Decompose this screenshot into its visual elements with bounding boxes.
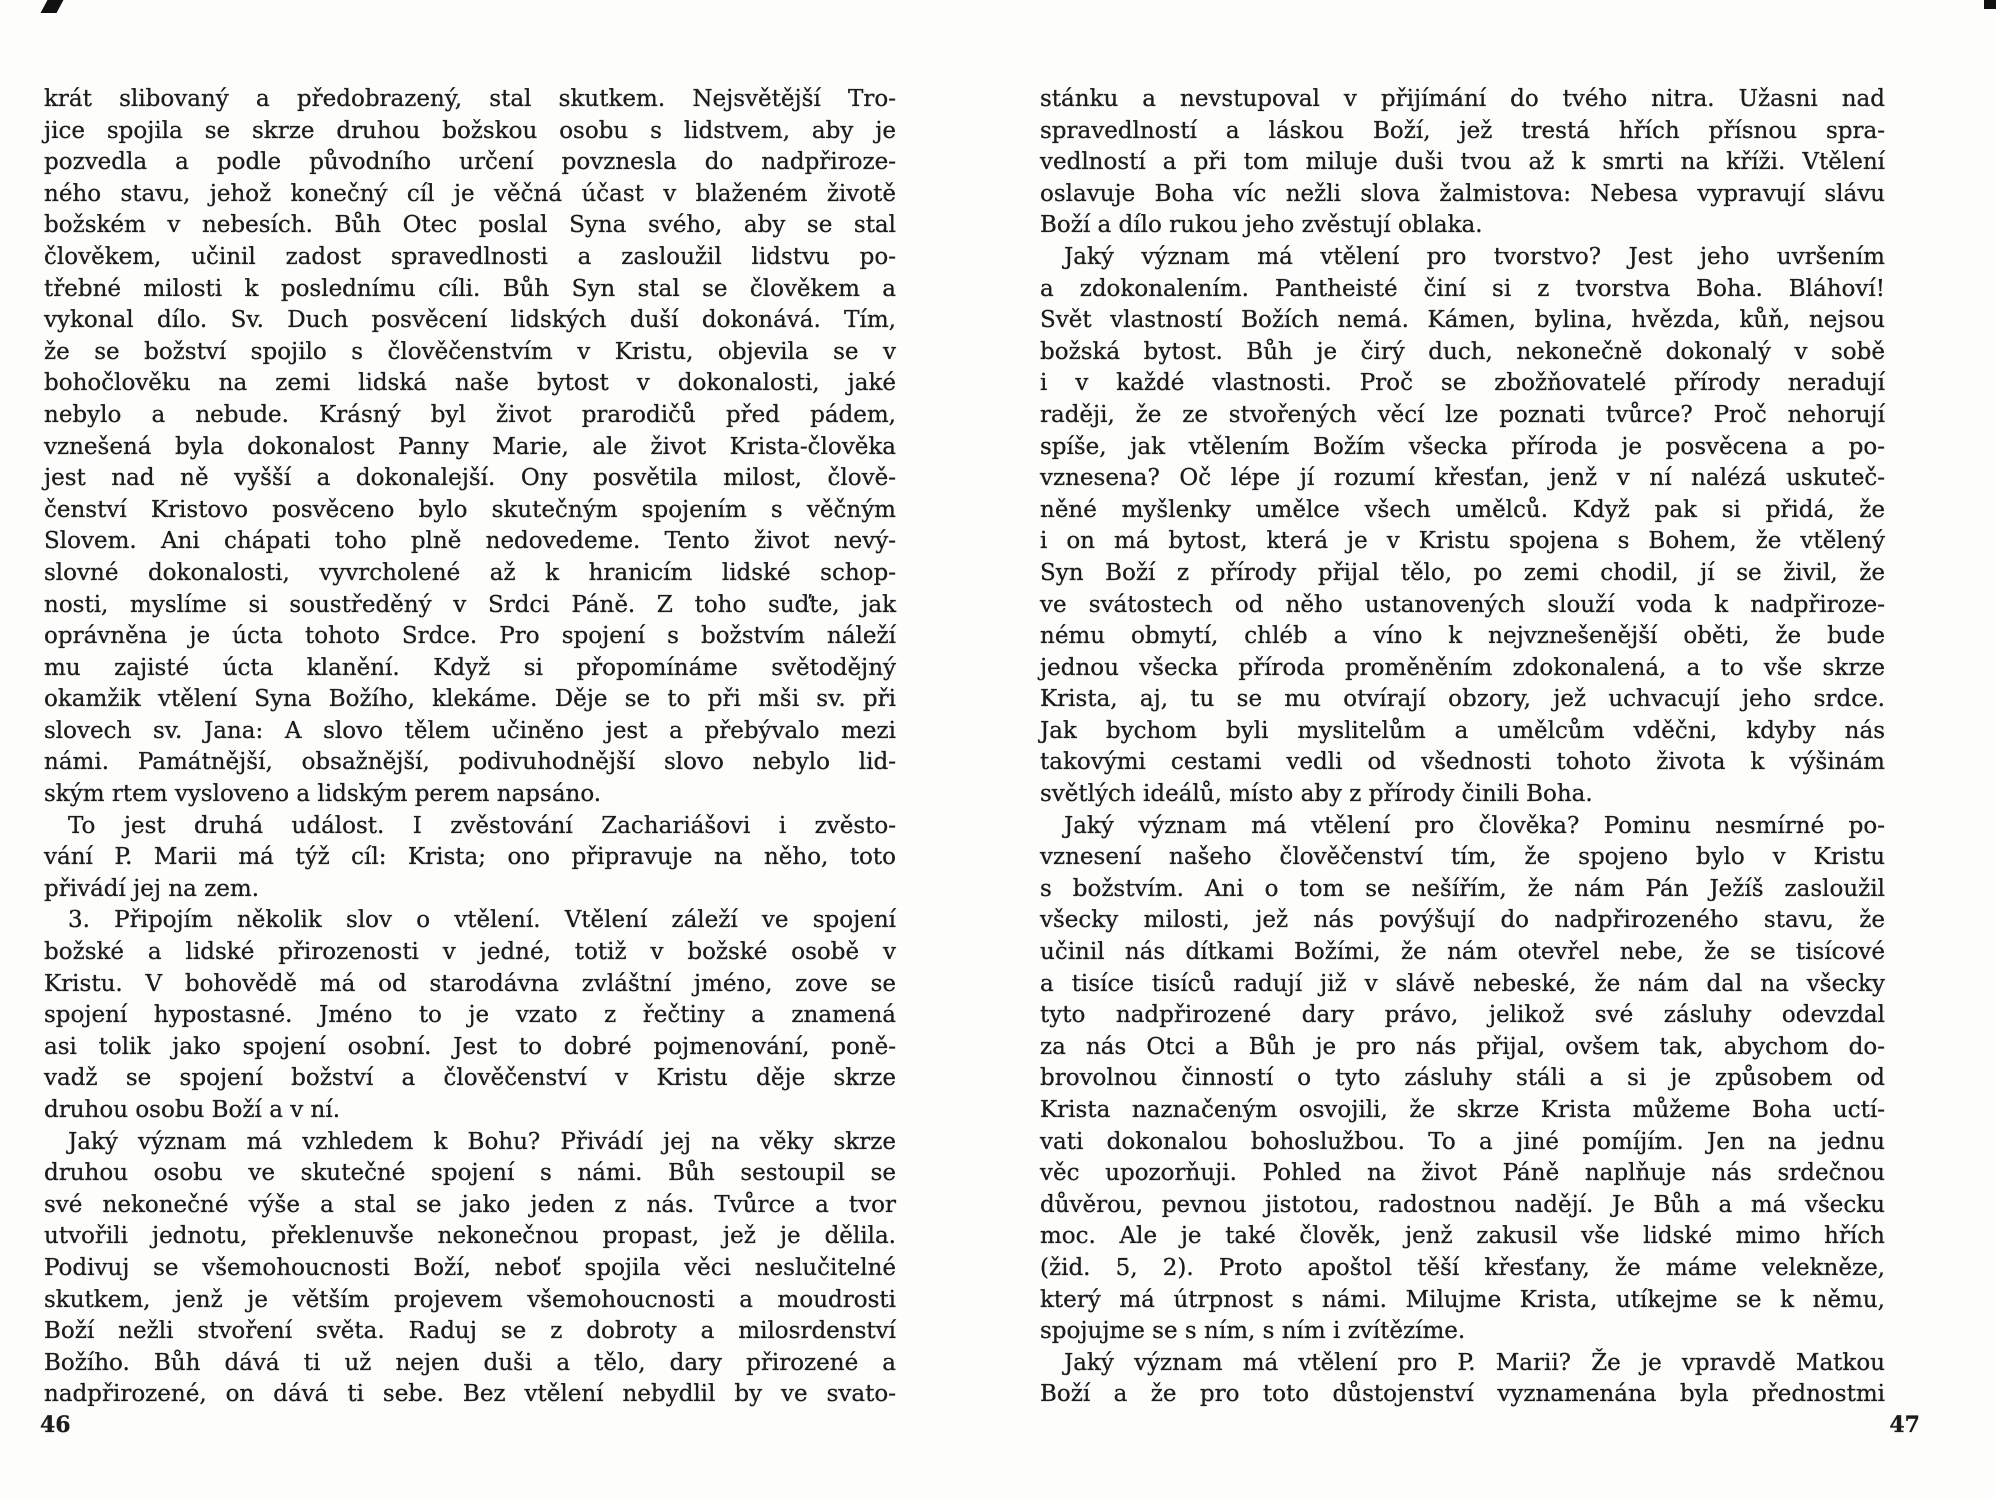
- text-line: všecky milosti, jež nás povýšují do nadpřirozeného stavu, že: [1040, 907, 1885, 934]
- text-line: 3. Připojím několik slov o vtělení. Vtělení záleží ve spojení: [68, 907, 896, 934]
- text-line: spojujme se s ním, s ním i zvítězíme.: [1040, 1318, 1466, 1345]
- text-line: vznesena? Oč lépe jí rozumí křesťan, jenž v ní nalézá uskuteč-: [1040, 465, 1885, 492]
- text-line: brovolnou činností o tyto zásluhy stáli a si je způsobem od: [1040, 1065, 1885, 1092]
- text-line: božská bytost. Bůh je čirý duch, nekonečně dokonalý v sobě: [1040, 338, 1885, 365]
- text-line: vznešená byla dokonalost Panny Marie, ale život Krista-člověka: [44, 433, 896, 460]
- text-line: Božího. Bůh dává ti už nejen duši a tělo, dary přirozené a: [44, 1349, 896, 1376]
- text-line: vykonal dílo. Sv. Duch posvěcení lidských duší dokonává. Tím,: [44, 307, 896, 334]
- text-line: ským rtem vysloveno a lidským perem napsáno.: [44, 781, 602, 808]
- text-line: světlých ideálů, místo aby z přírody činili Boha.: [1040, 781, 1593, 808]
- text-line: věc upozorňuji. Pohled na život Páně naplňuje nás srdečnou: [1040, 1160, 1885, 1187]
- text-line: utvořili jednotu, překlenuvše nekonečnou propast, jež je dělila.: [44, 1223, 896, 1250]
- text-line: Jaký význam má vtělení pro tvorstvo? Jest jeho uvršením: [1064, 243, 1885, 270]
- text-line: oprávněna je úcta tohoto Srdce. Pro spojení s božstvím náleží: [44, 623, 896, 650]
- text-line: spravedlností a láskou Boží, jež trestá hřích přísnou spra-: [1040, 117, 1885, 144]
- text-line: své nekonečné výše a stal se jako jeden z nás. Tvůrce a tvor: [44, 1191, 896, 1218]
- page-number-left: 46: [40, 1412, 71, 1438]
- text-line: vznesení našeho člověčenství tím, že spojeno bylo v Kristu: [1040, 844, 1885, 871]
- text-line: Jak bychom byli myslitelům a umělcům vděčni, kdyby nás: [1040, 717, 1885, 744]
- text-line: člověkem, učinil zadost spravedlnosti a zasloužil lidstvu po-: [44, 243, 896, 270]
- text-line: nosti, myslíme si soustředěný v Srdci Páně. Z toho suďte, jak: [44, 591, 896, 618]
- text-line: a tisíce tisíců radují již v slávě nebeské, že nám dal na všecky: [1040, 970, 1885, 997]
- text-line: vedlností a při tom miluje duši tvou až k smrti na kříži. Vtělení: [1040, 149, 1885, 176]
- text-line: i on má bytost, která je v Kristu spojena s Bohem, že vtělený: [1040, 528, 1885, 555]
- text-line: Boží a že pro toto důstojenství vyznamenána byla přednostmi: [1040, 1381, 1885, 1408]
- page-right-text-column: [1040, 84, 1885, 1411]
- text-line: za nás Otci a Bůh je pro nás přijal, ovšem tak, abychom do-: [1040, 1033, 1885, 1060]
- text-line: který má útrpnost s námi. Milujme Krista, utíkejme se k němu,: [1040, 1286, 1885, 1313]
- text-line: božském v nebesích. Bůh Otec poslal Syna svého, aby se stal: [44, 212, 896, 239]
- text-line: takovými cestami vedli od všednosti tohoto života k výšinám: [1040, 749, 1885, 776]
- text-line: čenství Kristovo posvěceno bylo skutečným spojením s věčným: [44, 496, 896, 523]
- text-line: vadž se spojení božství a člověčenství v Kristu děje skrze: [44, 1065, 896, 1092]
- text-line: pozvedla a podle původního určení povznesla do nadpřiroze-: [44, 149, 896, 176]
- text-line: To jest druhá událost. I zvěstování Zachariášovi i zvěsto-: [68, 812, 896, 839]
- text-line: námi. Památnější, obsažnější, podivuhodnější slovo nebylo lid-: [44, 749, 896, 776]
- text-line: Krista, aj, tu se mu otvírají obzory, jež uchvacují jeho srdce.: [1040, 686, 1885, 713]
- text-line: Slovem. Ani chápati toho plně nedovedeme. Tento život nevý-: [44, 528, 896, 555]
- text-line: asi tolik jako spojení osobní. Jest to dobré pojmenování, poně-: [44, 1033, 896, 1060]
- text-line: jice spojila se skrze druhou božskou osobu s lidstvem, aby je: [44, 117, 896, 144]
- text-line: Svět vlastností Božích nemá. Kámen, bylina, hvězda, kůň, nejsou: [1040, 307, 1885, 334]
- text-line: i v každé vlastnosti. Proč se zbožňovatelé přírody neradují: [1040, 370, 1885, 397]
- text-line: (žid. 5, 2). Proto apoštol těší křesťany, že máme velekněze,: [1040, 1254, 1885, 1281]
- text-line: druhou osobu Boží a v ní.: [44, 1097, 341, 1123]
- text-line: Jaký význam má vtělení pro člověka? Pominu nesmírné po-: [1064, 812, 1885, 839]
- text-line: mu zajisté úcta klanění. Když si přopomínáme světodějný: [44, 654, 896, 681]
- text-line: slovné dokonalosti, vyvrcholené až k hranicím lidské schop-: [44, 559, 896, 586]
- text-line: vání P. Marii má týž cíl: Krista; ono připravuje na něho, toto: [44, 844, 896, 871]
- text-line: stánku a nevstupoval v přijímání do tvého nitra. Užasni nad: [1040, 86, 1885, 112]
- text-line: nadpřirozené, on dává ti sebe. Bez vtělení nebydlil by ve svato-: [44, 1381, 896, 1408]
- text-line: přivádí jej na zem.: [44, 875, 260, 902]
- text-line: bohočlověku na zemi lidská naše bytost v dokonalosti, jaké: [44, 370, 896, 397]
- text-line: jednou všecka příroda proměněním zdokonalená, a to vše skrze: [1040, 654, 1885, 681]
- text-line: ve svátostech od něho ustanovených slouží voda k nadpřiroze-: [1040, 591, 1885, 618]
- text-line: božské a lidské přirozenosti v jedné, totiž v božské osobě v: [44, 939, 896, 966]
- text-line: skutkem, jenž je větším projevem všemohoucnosti a moudrosti: [44, 1286, 896, 1313]
- text-line: Kristu. V bohovědě má od starodávna zvláštní jméno, zove se: [44, 970, 896, 997]
- text-line: okamžik vtělení Syna Božího, klekáme. Děje se to při mši sv. při: [44, 686, 896, 713]
- scan-artifact: [41, 0, 64, 13]
- text-line: jest nad ně vyšší a dokonalejší. Ony posvětila milost, člově-: [44, 465, 896, 492]
- text-line: moc. Ale je také člověk, jenž zakusil vše lidské mimo hřích: [1040, 1223, 1885, 1250]
- text-line: Boží a dílo rukou jeho zvěstují oblaka.: [1040, 212, 1483, 239]
- text-line: důvěrou, pevnou jistotou, radostnou nadějí. Je Bůh a má všecku: [1040, 1191, 1885, 1218]
- text-line: krát slibovaný a předobrazený, stal skutkem. Nejsvětější Tro-: [44, 86, 896, 112]
- text-line: Syn Boží z přírody přijal tělo, po zemi chodil, jí se živil, že: [1040, 559, 1885, 586]
- text-line: učinil nás dítkami Božími, že nám otevřel nebe, že se tisícové: [1040, 939, 1885, 966]
- text-line: Jaký význam má vzhledem k Bohu? Přivádí jej na věky skrze: [68, 1128, 896, 1155]
- text-line: třebné milosti k poslednímu cíli. Bůh Syn stal se člověkem a: [44, 275, 896, 302]
- text-line: Podivuj se všemohoucnosti Boží, neboť spojila věci neslučitelné: [44, 1254, 896, 1281]
- text-line: a zdokonalením. Pantheisté činí si z tvorstva Boha. Bláhoví!: [1040, 275, 1885, 302]
- text-line: spíše, jak vtělením Božím všecka příroda je posvěcena a po-: [1040, 433, 1885, 460]
- text-line: nebylo a nebude. Krásný byl život prarodičů před pádem,: [44, 401, 896, 428]
- text-line: tyto nadpřirozené dary právo, jelikož své zásluhy odevzdal: [1040, 1002, 1885, 1029]
- page-left-text-column: [44, 84, 896, 1411]
- text-line: spojení hypostasné. Jméno to je vzato z řečtiny a znamená: [44, 1002, 896, 1029]
- page-number-right: 47: [1889, 1412, 1920, 1438]
- text-line: slovech sv. Jana: A slovo tělem učiněno jest a přebývalo mezi: [44, 717, 896, 744]
- text-line: že se božství spojilo s člověčenstvím v Kristu, objevila se v: [44, 338, 896, 365]
- text-line: s božstvím. Ani o tom se nešířím, že nám Pán Ježíš zasloužil: [1040, 875, 1885, 902]
- text-line: Jaký význam má vtělení pro P. Marii? Že je vpravdě Matkou: [1064, 1349, 1885, 1376]
- text-line: ného stavu, jehož konečný cíl je věčná účast v blaženém životě: [44, 180, 896, 207]
- text-line: oslavuje Boha víc nežli slova žalmistova: Nebesa vypravují slávu: [1040, 180, 1885, 207]
- text-line: Krista naznačeným osvojili, že skrze Krista můžeme Boha uctí-: [1040, 1097, 1885, 1123]
- text-line: nému obmytí, chléb a víno k nejvznešenější oběti, že bude: [1040, 623, 1885, 650]
- scan-artifact: [1984, 0, 1996, 9]
- text-line: druhou osobu ve skutečné spojení s námi. Bůh sestoupil se: [44, 1160, 896, 1187]
- text-line: vati dokonalou bohoslužbou. To a jiné pomíjím. Jen na jednu: [1040, 1128, 1885, 1155]
- text-line: Boží nežli stvoření světa. Raduj se z dobroty a milosrdenství: [44, 1318, 896, 1345]
- text-line: raději, že ze stvořených věcí lze poznati tvůrce? Proč nehorují: [1040, 401, 1885, 428]
- text-line: něné myšlenky umělce všech umělců. Když pak si přidá, že: [1040, 496, 1885, 523]
